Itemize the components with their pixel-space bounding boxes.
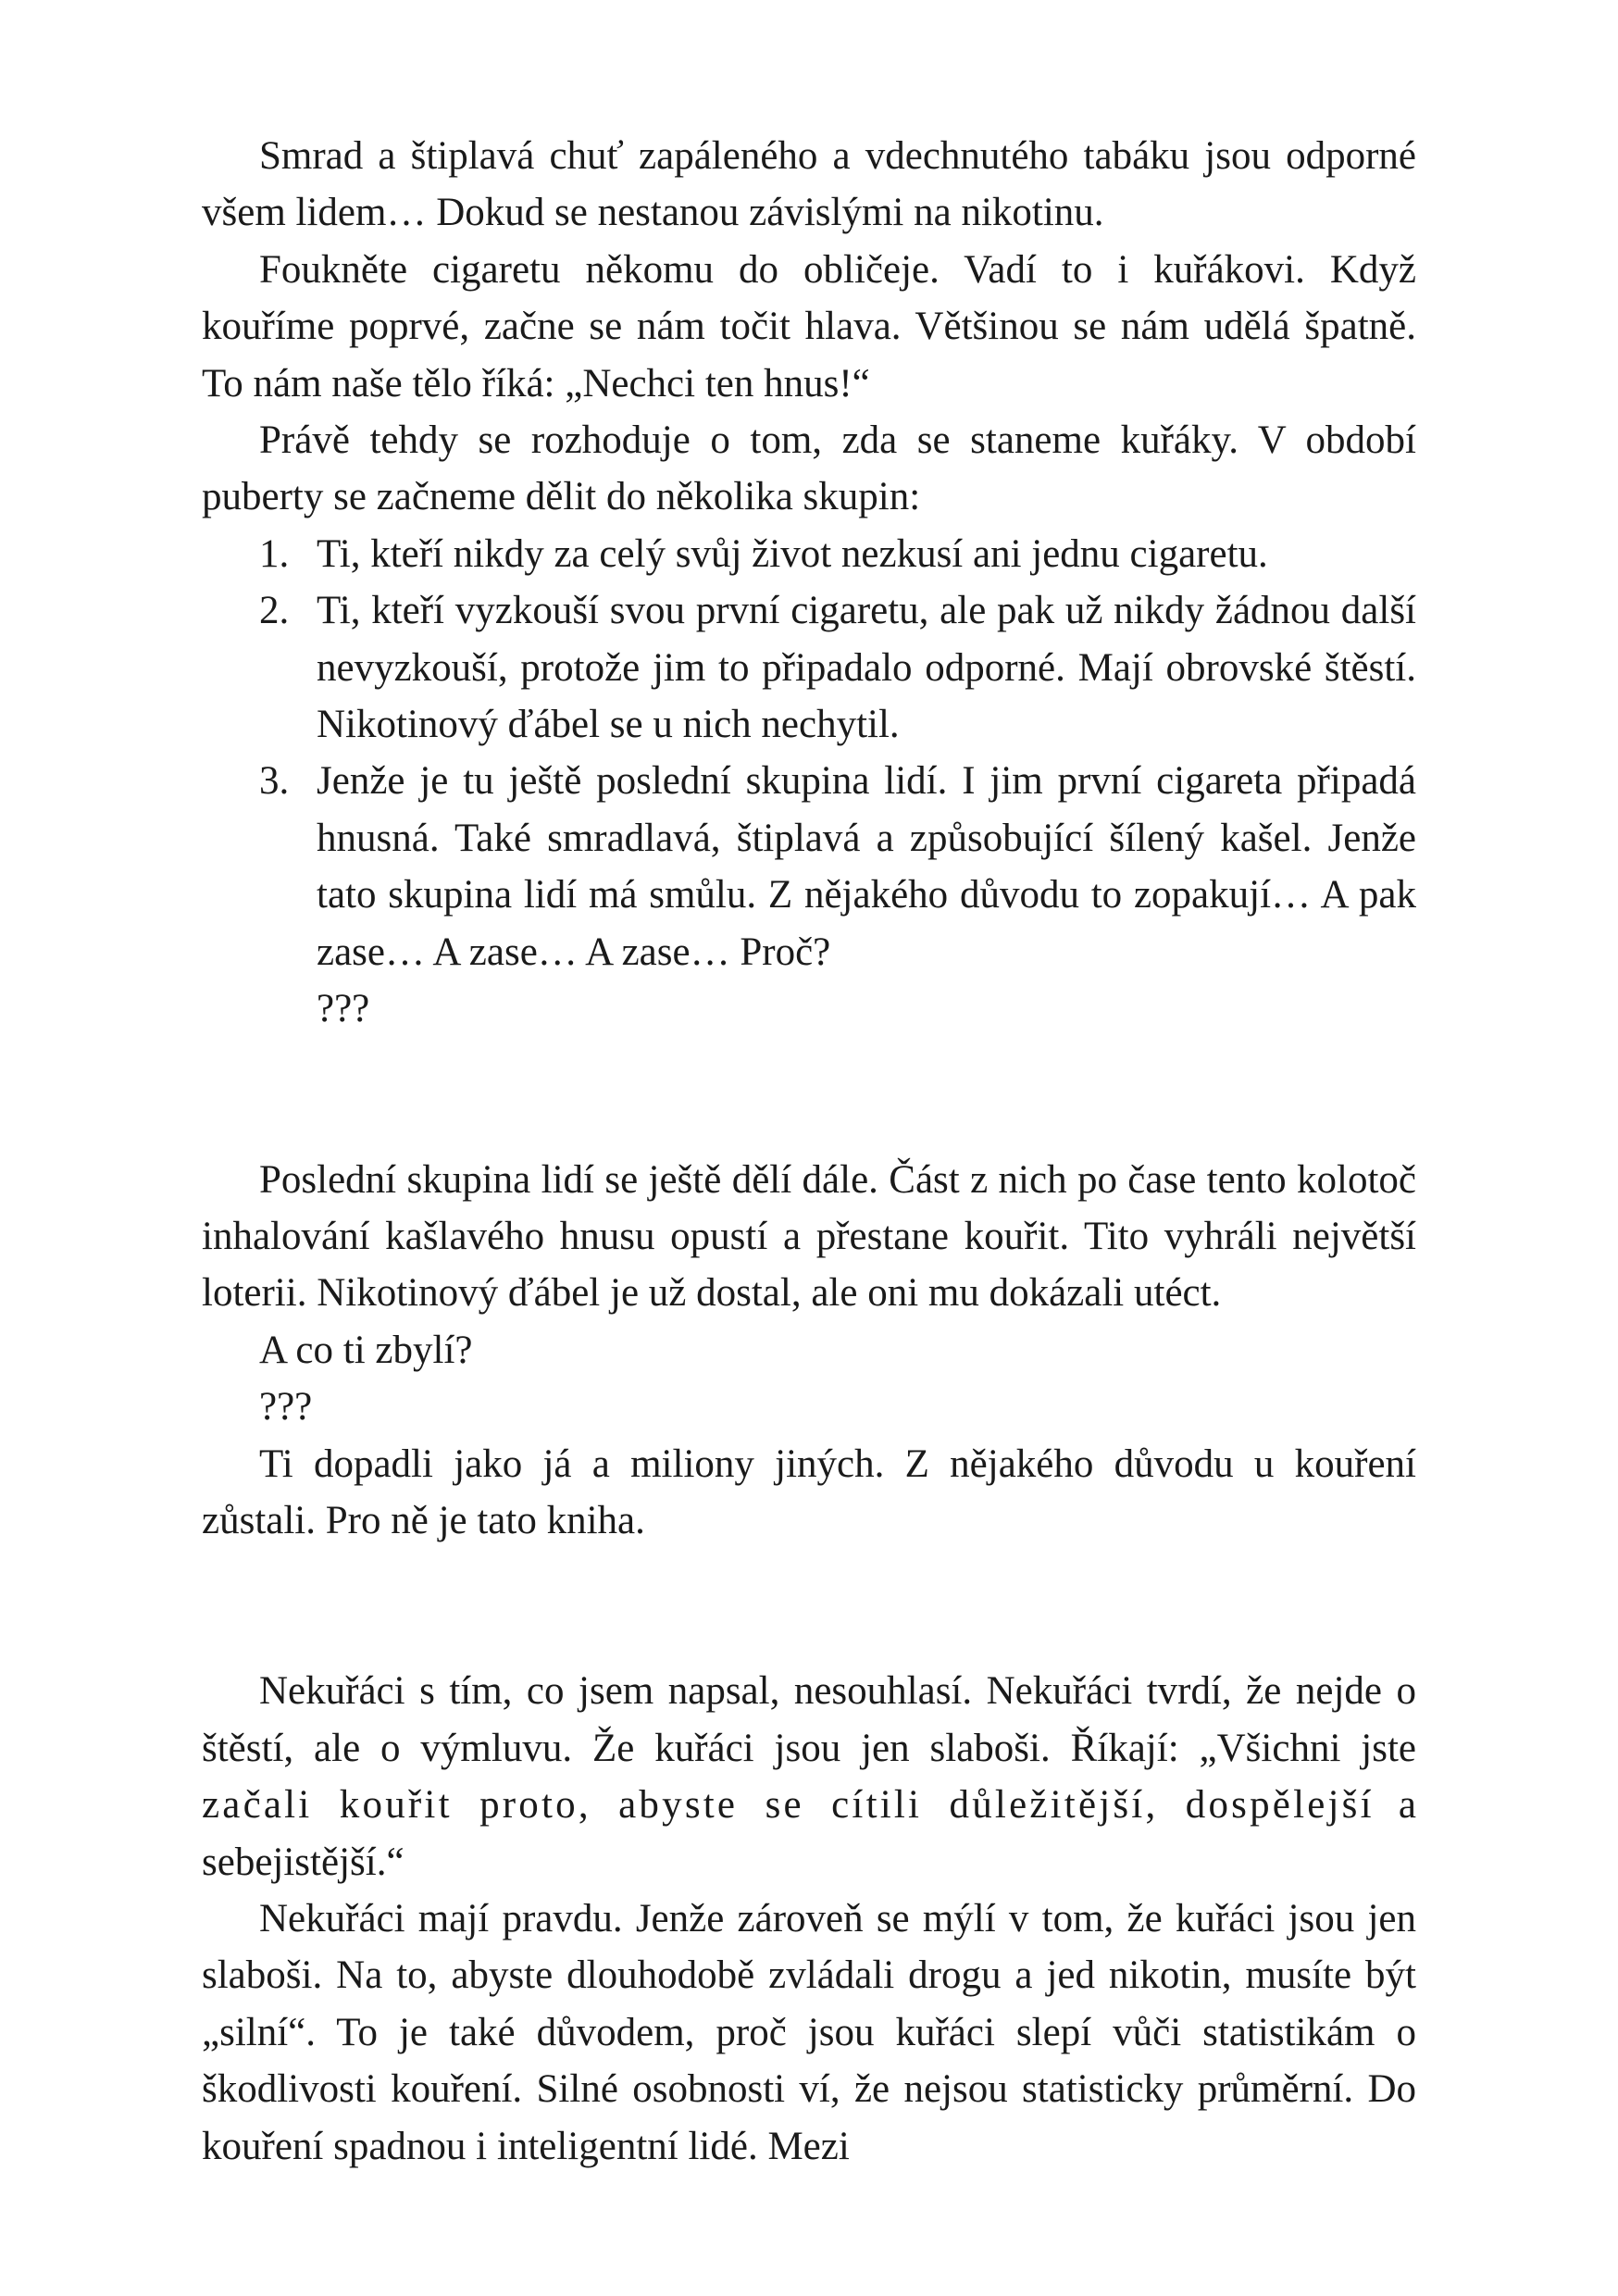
paragraph: Smrad a štiplavá chuť zapáleného a vdechnutého tabáku jsou odporné všem lidem… Dokud se nestanou závislými na nikotinu. [202,134,1416,235]
paragraph: Foukněte cigaretu někomu do obličeje. Vadí to i kuřákovi. Když kouříme poprvé, začne se nám točit hlava. Většinou se nám udělá špatně. To nám naše tělo říká: „Nechci ten hnus!“ [202,247,1416,406]
list-number: 3. [259,759,290,804]
paragraph [202,1663,1416,1890]
paragraph: Nekuřáci mají pravdu. Jenže zároveň se mýlí v tom, že kuřáci jsou jen slaboši. Na to, abyste dlouhodobě zvládali drogu a jed nikotin, musíte být „silní“. To je také důvodem, proč jsou kuřáci slepí vůči statistikám o škodlivosti kouření. Silné osobnosti ví, že nejsou statisticky průměrní. Do kouření spadnou i inteligentní lidé. Mezi [202,1896,1416,2168]
list-item-text: Jenže je tu ještě poslední skupina lidí. I jim první cigareta připadá hnusná. Také smradlavá, štiplavá a způsobující šílený kašel. Jenže tato skupina lidí má smůlu. Z nějakého důvodu to zopakují… A pak zase… A zase… A zase… Proč? [317,759,1416,974]
list-item-text: Ti, kteří vyzkouší svou první cigaretu, ale pak už nikdy žádnou další nevyzkouší, protože jim to připadalo odporné. Mají obrovské štěstí. Nikotinový ďábel se u nich nechytil. [317,589,1416,747]
paragraph: Ti dopadli jako já a miliony jiných. Z nějakého důvodu u kouření zůstali. Pro ně je tato kniha. [202,1441,1416,1542]
list-item [202,582,1416,753]
paragraph-line: začali kouřit proto, abyste se cítili důležitější, dospělejší [202,1783,1375,1828]
section-gap [202,1549,1416,1663]
paragraph: A co ti zbylí? [259,1328,473,1372]
list-item-continuation: ??? [317,987,370,1031]
list-number: 2. [259,589,290,633]
list-number: 1. [259,531,290,576]
list-item-text: Ti, kteří nikdy za celý svůj život nezkusí ani jednu cigaretu. [317,531,1268,576]
paragraph-line: Nekuřáci s tím, co jsem napsal, nesouhlasí. Nekuřáci tvrdí, že nejde o štěstí, ale o výmluvu. Že kuřáci jsou jen slaboši. Říkají: „Všichni jste [202,1669,1416,1770]
numbered-list [202,526,1416,1038]
paragraph: Poslední skupina lidí se ještě dělí dále. Část z nich po čase tento kolotoč inhalování kašlavého hnusu opustí a přestane kouřit. Tito vyhráli největší loterii. Nikotinový ďábel je už dostal, ale oni mu dokázali utéct. [202,1157,1416,1316]
section-gap [202,1038,1416,1152]
book-page [202,128,1416,2175]
paragraph-line: a sebejistější.“ [202,1783,1417,1884]
list-item [202,526,1416,582]
paragraph: ??? [259,1385,313,1429]
list-item [202,753,1416,980]
paragraph: Právě tehdy se rozhoduje o tom, zda se staneme kuřáky. V období puberty se začneme dělit do několika skupin: [202,418,1416,519]
